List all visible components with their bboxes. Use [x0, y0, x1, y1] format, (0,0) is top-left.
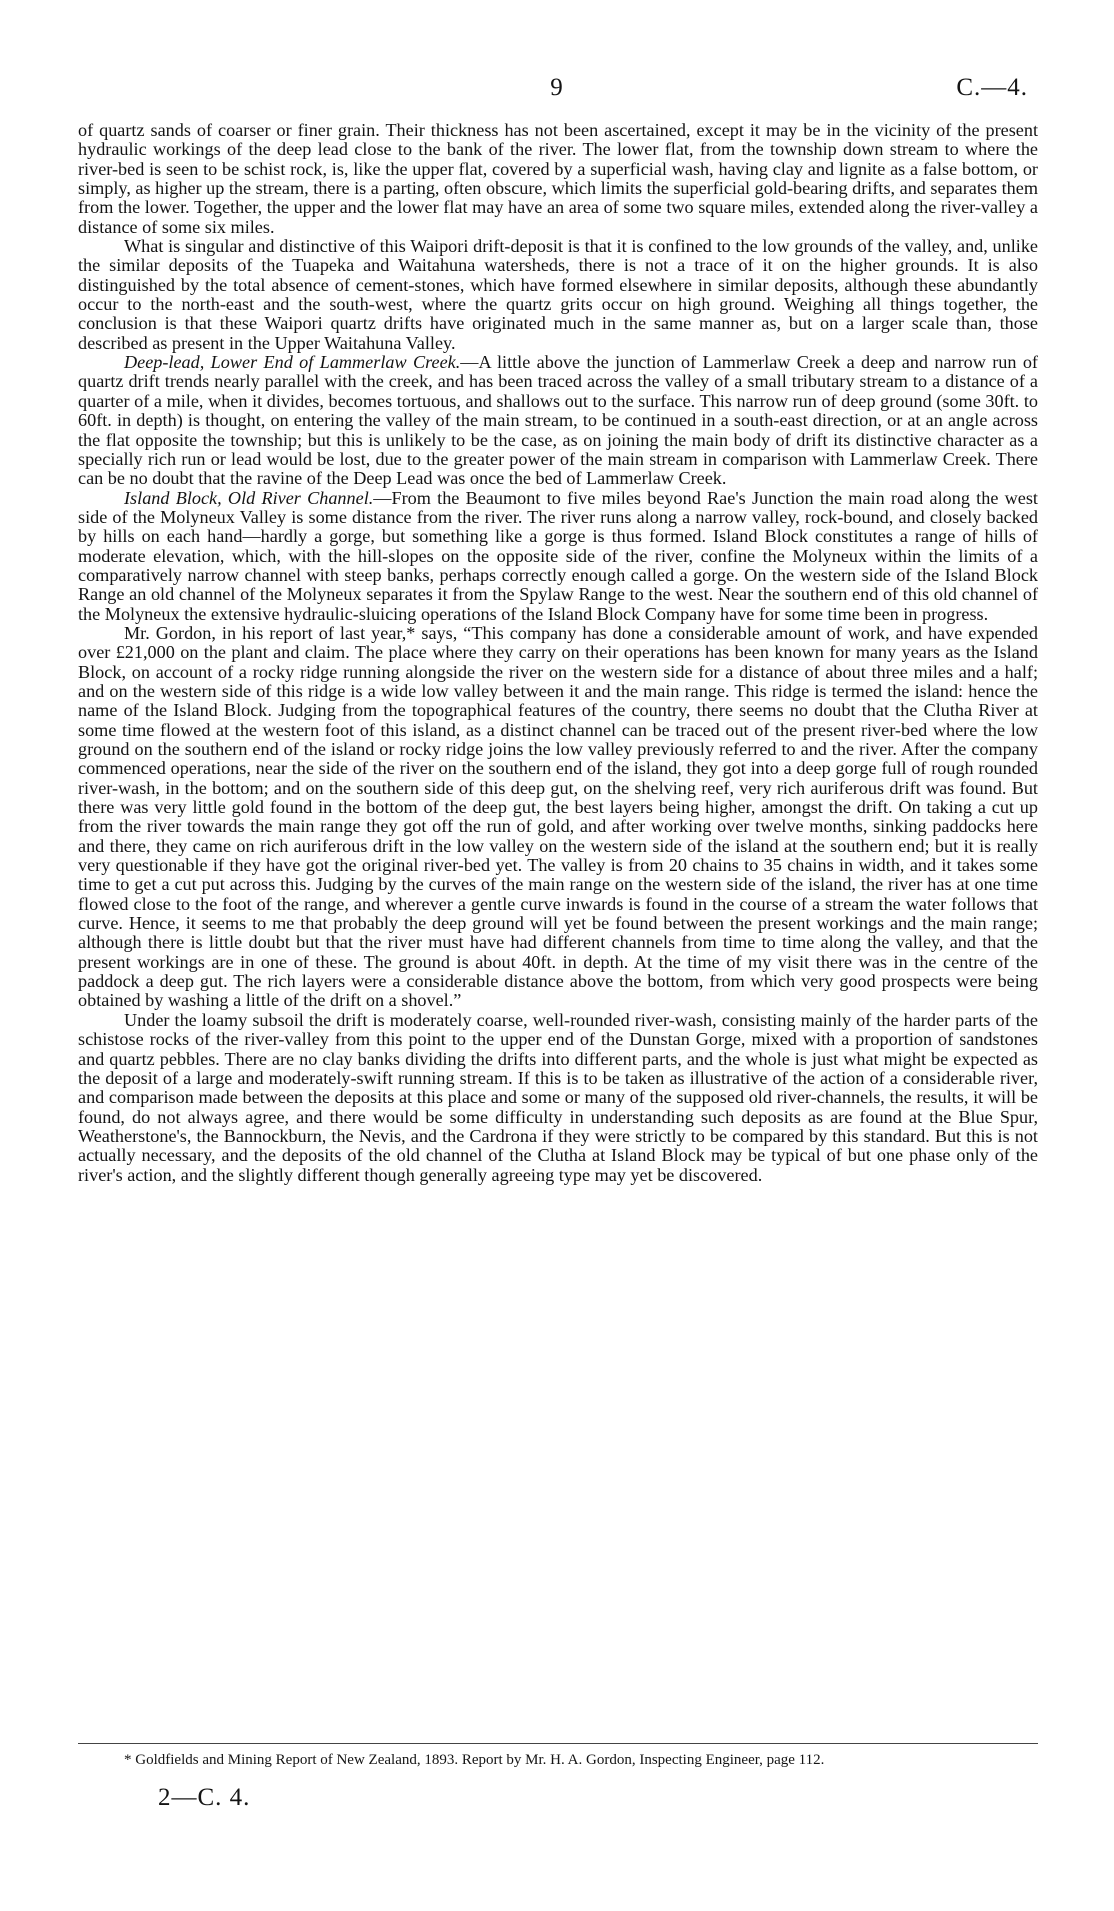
section-heading-island-block: Island Block, Old River Channel.	[124, 487, 374, 508]
footnote-divider	[78, 1743, 1038, 1744]
paragraph-gordon-quote: Mr. Gordon, in his report of last year,* says, “This company has done a considerable amount of work, and have expended over £21,000 on the plant and claim. The place where they carry on their operations has been known for many years as the Island Block, on account of a rocky ridge running alongside the river on the western side for a distance of about three miles and a half; and on the western side of this ridge is a wide low valley between it and the main range. This ridge is termed the island: hence the name of the Island Block. Judging from the topographical features of the country, there seems no doubt that the Clutha River at some time flowed at the western foot of this island, as a distinct channel can be traced out of the present river-bed where the low ground on the southern end of the island or rocky ridge joins the low valley previously referred to and the river. After the company commenced operations, near the side of the river on the southern end of the island, they got into a deep gorge full of rough rounded river-wash, in the bottom; and on the southern side of this deep gut, on the shelving reef, very rich auriferous drift was found. But there was very little gold found in the bottom of the deep gut, the best layers being higher, amongst the drift. On taking a cut up from the river towards the main range they got off the run of gold, and after working over twelve months, sinking paddocks here and there, they came on rich auriferous drift in the low valley on the western side of the island at the southern end; but it is really very questionable if they have got the original river-bed yet. The valley is from 20 chains to 35 chains in width, and it takes some time to get a cut put across this. Judging by the curves of the main range on the western side of the island, the river has at one time flowed close to the foot of the range, and wherever a gentle curve inwards is found in the course of a stream the water follows that curve. Hence, it seems to me that probably the deep ground will yet be found between the present workings and the main range; although there is little doubt but that the river must have had different channels from time to time along the valley, and that the present workings are in one of these. The ground is about 40ft. in depth. At the time of my visit there was in the centre of the paddock a deep gut. The rich layers were a considerable distance above the bottom, from which very good prospects were being obtained by washing a little of the drift on a shovel.”	[78, 622, 1038, 1011]
paragraph-island-block: Island Block, Old River Channel.—From the Beaumont to five miles beyond Rae's Junction the main road along the west side of the Molyneux Valley is some distance from the river. The river runs along a narrow valley, rock-bound, and closely backed by hills on each hand—hardly a gorge, but something like a gorge is thus formed. Island Block constitutes a range of hills of moderate elevation, which, with the hill-slopes on the opposite side of the river, confine the Molyneux within the limits of a comparatively narrow channel with steep banks, perhaps correctly enough called a gorge. On the western side of the Island Block Range an old channel of the Molyneux separates it from the Spylaw Range to the west. Near the southern end of this old channel of the Molyneux the extensive hydraulic-sluicing operations of the Island Block Company have for some time been in progress.	[78, 487, 1038, 624]
paragraph-deep-lead: Deep-lead, Lower End of Lammerlaw Creek.—A little above the junction of Lammerlaw Creek a deep and narrow run of quartz drift trends nearly parallel with the creek, and has been traced across the valley of a small tributary stream to a distance of a quarter of a mile, when it divides, becomes tortuous, and shallows out to the surface. This narrow run of deep ground (some 30ft. to 60ft. in depth) is thought, on entering the valley of the main stream, to be continued in a south-east direction, or at an angle across the flat opposite the township; but this is unlikely to be the case, as on joining the main body of drift its distinctive character as a specially rich run or lead would be lost, due to the greater power of the main stream in comparison with Lammerlaw Creek. There can be no doubt that the ravine of the Deep Lead was once the bed of Lammerlaw Creek.	[78, 352, 1038, 489]
paragraph-2: What is singular and distinctive of this Waipori drift-deposit is that it is confined to the low grounds of the valley, and, unlike the similar deposits of the Tuapeka and Waitahuna watersheds, there is not a trace of it on the higher grounds. It is also distinguished by the total absence of cement-stones, which have formed elsewhere in similar deposits, although these abundantly occur to the north-east and the south-west, where the quartz grits occur on high ground. Weighing all things together, the conclusion is that these Waipori quartz drifts have originated much in the same manner as, but on a larger scale than, those described as present in the Upper Waitahuna Valley.	[78, 236, 1038, 353]
page-header	[78, 74, 1036, 102]
document-code: C.—4.	[956, 74, 1028, 101]
paragraph-1: of quartz sands of coarser or finer grain. Their thickness has not been ascertained, except it may be in the vicinity of the present hydraulic workings of the deep lead close to the bank of the river. The lower flat, from the township down stream to where the river-bed is seen to be schist rock, is, like the upper flat, covered by a superficial wash, having clay and lignite as a false bottom, or simply, as higher up the stream, there is a parting, often obscure, which limits the superficial gold-bearing drifts, and separates them from the lower. Together, the upper and the lower flat may have an area of some two square miles, extended along the river-valley a distance of some six miles.	[78, 120, 1038, 237]
signature-mark: 2—C. 4.	[158, 1784, 251, 1811]
page-number: 9	[550, 74, 564, 101]
footnote: * Goldfields and Mining Report of New Zealand, 1893. Report by Mr. H. A. Gordon, Inspecting Engineer, page 112.	[124, 1752, 825, 1768]
section-heading-deep-lead: Deep-lead, Lower End of Lammerlaw Creek.	[124, 352, 461, 373]
paragraph-subsoil: Under the loamy subsoil the drift is moderately coarse, well-rounded river-wash, consisting mainly of the harder parts of the schistose rocks of the river-valley from this point to the upper end of the Dunstan Gorge, mixed with a proportion of sandstones and quartz pebbles. There are no clay banks dividing the drifts into different parts, and the whole is just what might be expected as the deposit of a large and moderately-swift running stream. If this is to be taken as illustrative of the action of a considerable river, and comparison made between the deposits at this place and some or many of the supposed old river-channels, the results, it will be found, do not always agree, and there would be some difficulty in understanding such deposits as are found at the Blue Spur, Weatherstone's, the Bannockburn, the Nevis, and the Cardrona if they were strictly to be compared by this standard. But this is not actually necessary, and the deposits of the old channel of the Clutha at Island Block may be typical of but one phase only of the river's action, and the slightly different though generally agreeing type may yet be discovered.	[78, 1009, 1038, 1185]
body-text	[78, 121, 1038, 1185]
